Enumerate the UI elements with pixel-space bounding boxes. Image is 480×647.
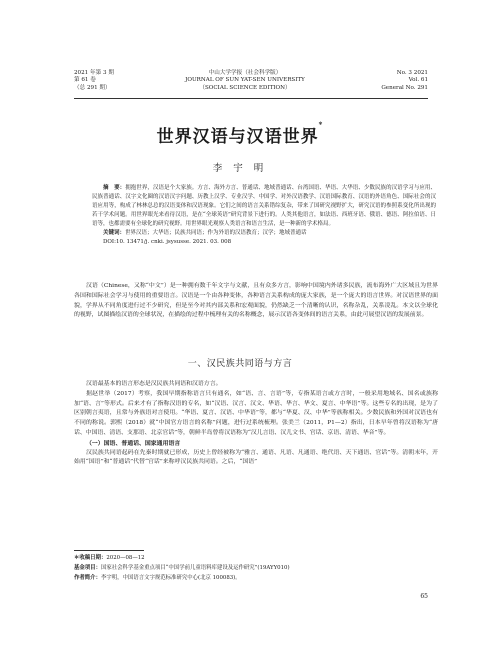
subsection-heading: （一）国语、普通话、国家通用语言 <box>86 439 181 447</box>
journal-edition-english: （SOCIAL SCIENCE EDITION） <box>199 84 291 91</box>
footnotes <box>74 554 438 583</box>
article-title-text: 世界汉语与汉语世界 <box>156 127 319 147</box>
header-journal-name <box>160 70 330 92</box>
title-footnote-mark: * <box>318 120 324 129</box>
author-info-label: 作者简介： <box>74 574 101 581</box>
abstract-label: 摘 要： <box>103 185 126 191</box>
article-author: 李 宇 明 <box>212 163 268 174</box>
header-general-number: （总 291 期） <box>74 84 111 91</box>
header-issue: 2021 年第 3 期 <box>74 70 114 76</box>
keywords-text: 世界汉语；大华语；民族共同语；作为外语的汉语教育；汉学；地域普通话 <box>125 230 307 236</box>
section-heading: 一、汉民族共同语与方言 <box>187 359 293 369</box>
doi: DOI:10. 13471/j. cnki. jsysusse. 2021. 03. 008 <box>103 239 232 245</box>
keywords-label: 关键词： <box>103 230 126 236</box>
header-volume: 第 61 卷 <box>74 77 96 84</box>
header-divider <box>74 98 428 99</box>
header-volume-english: Vol. 61 <box>408 77 428 84</box>
journal-name-english: JOURNAL OF SUN YAT-SEN UNIVERSITY <box>185 77 305 84</box>
footnote-author <box>74 574 438 584</box>
fund-text: 国家社会科学基金重点项目“中国学前儿童语料库建设及运作研究”(19AYY010) <box>100 564 290 571</box>
keywords <box>92 229 436 238</box>
body-paragraph: 汉民族共同语起码在先秦时期就已形成，历史上曾经被称为“雅言、通语、凡语、凡通语、绝代语、天下通语、官话”等。清朝末年，开始用“国语”和“普通话”代替“官话”来称呼汉民族共同语。之后，“国语” <box>74 449 438 466</box>
header-general-number-english: General No. 291 <box>381 84 428 91</box>
section-body <box>74 380 438 468</box>
author-info-text: 李宇明，中国语言文字规范标准研究中心(北京 100083)。 <box>100 574 241 581</box>
article-title <box>0 122 480 147</box>
body-paragraph: 据赵世举（2017）考察，我国早期指称语言只有通名，如“语、言、言语”等，专指某语言或方言时，一般采用地域名、国名或族称加“语、言”等形式。后来才有了指称汉语的专名，如“汉语、汉言、汉文、华语、华言、华文、夏言、中华语”等。这些专名的出现，是为了区别朝言夷语，且常与外族语对言使用。“华语、夏言、汉语、中华语”等，都与“华夏、汉、中华”等族称相关。少数民族和外国对汉语也有不同的称说。郭熙（2018）就“中国官方语言的名称”问题，进行过系统梳理。张美兰（2011，P1—2）指出，日本早年曾将汉语称为“唐话、中国语、清语、支那语、北京官话”等，朝鲜半岛曾将汉语称为“汉儿言语、汉儿文书、官话、京语、清语、华音”等。 <box>74 390 438 436</box>
header-issue-info <box>74 70 114 92</box>
header-issue-info-english <box>381 70 428 92</box>
footnote-divider <box>74 550 144 551</box>
intro-paragraph: 汉语（Chinese，又称“中文”）是一种拥有数千年文字与文献，且有众多方言，影响中国境内外诸多民族，流布海外广大区域且为世界各国和国际社会学习与使用的重要语言。汉语是一个由各种变体，各种语言关系构成的庞大家族，是一个庞大的语言世界。对汉语世界的面貌，学界从不同角度进行过不少研究，但是至今对其内部关系和宏观面貌，仍然缺乏一个清晰的认识，名称杂乱，关系凌乱。本文以全球化的视野，试图描绘汉语的全球状况，在描绘的过程中梳理有关的名称概念，展示汉语各变体间的语言关系，由此可展望汉语的发展前景。 <box>74 283 438 319</box>
footnote-received <box>74 554 438 564</box>
abstract-block <box>92 184 436 247</box>
abstract <box>92 184 436 229</box>
page-number: 65 <box>420 593 428 600</box>
header-issue-english: No. 3 2021 <box>396 70 428 76</box>
footnote-fund <box>74 564 438 574</box>
journal-name-chinese: 中山大学学报（社会科学版） <box>208 70 282 76</box>
abstract-text: 拥抱世界，汉语是个大家族。方言、海外方言、普通话、地域普通话、台湾国语、华语、大华语、少数民族的汉语学习与应用、民族普通话、汉字文化圈的汉语汉字问题、历教上汉学、专业汉学、中国学、对外汉语教学、汉语国际教育、汉语的外语角色、国际社会的汉语应用等，构成了林林总总的汉语变体和汉语现象。它们之间的语言关系错综复杂，带来了国研究视野扩大，研究汉语的参照系变化所出现的若干学术问题。用世界眼光来看待汉语，是在“全球英语”研究背景下进行的。人类其他语言，如法语、西班牙语、俄语、德语、阿拉伯语、日语等，也都需要有全球化的研究视野。用世界眼光观察人类语言和语言生活，是一种新的学术格局。 <box>92 185 436 227</box>
body-paragraph: 汉语最基本的语言形态是汉民族共同语和汉语方言。 <box>86 381 222 387</box>
fund-label: 基金项目： <box>74 564 101 571</box>
introduction <box>74 282 438 321</box>
received-date: 2020—08—12 <box>106 555 145 561</box>
received-label: ＊收稿日期： <box>74 555 107 561</box>
